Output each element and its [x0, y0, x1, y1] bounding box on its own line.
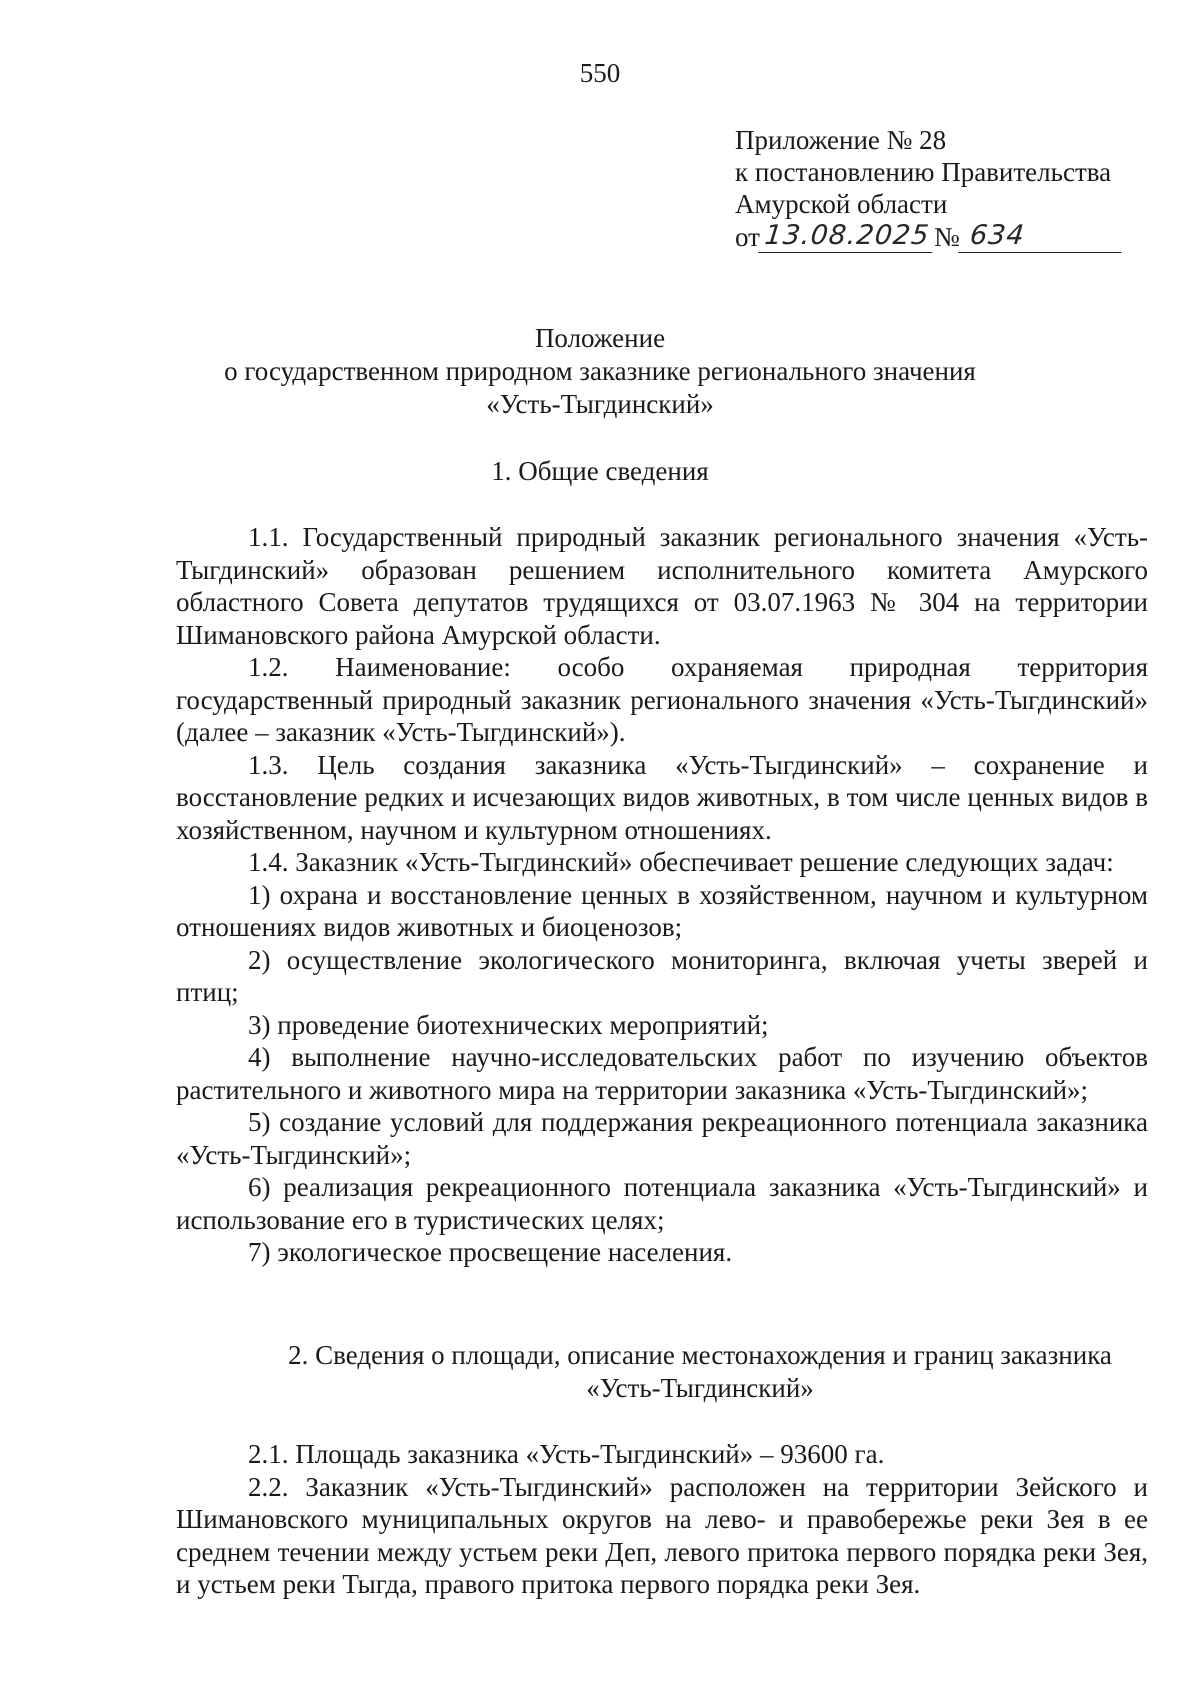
task-item-3: 3) проведение биотехнических мероприятий;: [248, 1009, 769, 1040]
paragraph-1-2: 1.2. Наименование: особо охраняемая природная территория государственный природный заказник регионального значения «Усть-Тыгдинский» (далее – заказник «Усть-Тыгдинский»).: [176, 652, 1148, 747]
section-1-heading: 1. Общие сведения: [491, 456, 709, 486]
date-prefix: от: [735, 222, 760, 252]
appendix-region: Амурской области: [735, 189, 948, 219]
appendix-number: Приложение № 28: [735, 125, 947, 155]
appendix-reference: к постановлению Правительства: [735, 157, 1112, 187]
paragraph-1-3: 1.3. Цель создания заказника «Усть-Тыгдинский» – сохранение и восстановление редких и исчезающих видов животных, в том числе ценных видов в хозяйственном, научном и культурном отношениях.: [176, 749, 1148, 845]
task-item-1: 1) охрана и восстановление ценных в хозяйственном, научном и культурном отношениях видов животных и биоценозов;: [176, 879, 1148, 942]
document-title: [0, 322, 1200, 421]
title-line-3: «Усть-Тыгдинский»: [486, 389, 714, 419]
task-item-5: 5) создание условий для поддержания рекреационного потенциала заказника «Усть-Тыгдинский»;: [176, 1107, 1148, 1170]
section-2-heading: [240, 1339, 1160, 1405]
handwritten-date: 13.08.2025: [758, 220, 935, 253]
number-prefix: №: [933, 222, 960, 252]
title-line-1: Положение: [534, 323, 666, 353]
page-number: 550: [579, 58, 621, 88]
task-item-2: 2) осуществление экологического мониторинга, включая учеты зверей и птиц;: [176, 944, 1148, 1007]
section-1-body: [176, 521, 1148, 1269]
section-2-body: [176, 1438, 1148, 1601]
section-2-heading-line-2: «Усть-Тыгдинский»: [586, 1373, 814, 1403]
paragraph-1-1: 1.1. Государственный природный заказник регионального значения «Усть-Тыгдинский» образован решением исполнительного комитета Амурского областного Совета депутатов трудящихся от 03.07.1963 № 304 на территории Шимановского района Амурской области.: [176, 522, 1148, 650]
title-line-2: о государственном природном заказнике регионального значения: [224, 356, 976, 386]
task-item-6: 6) реализация рекреационного потенциала заказника «Усть-Тыгдинский» и использование его в туристических целях;: [176, 1172, 1148, 1235]
paragraph-2-1: 2.1. Площадь заказника «Усть-Тыгдинский» – 93600 га.: [248, 1439, 885, 1469]
appendix-date-row: [735, 220, 1135, 253]
paragraph-2-2: 2.2. Заказник «Усть-Тыгдинский» расположен на территории Зейского и Шимановского муниципальных округов на лево- и правобережье реки Зея в ее среднем течении между устьем реки Деп, левого притока первого порядка реки Зея, и устьем реки Тыгда, правого притока первого порядка реки Зея.: [176, 1471, 1148, 1599]
paragraph-1-4: 1.4. Заказник «Усть-Тыгдинский» обеспечивает решение следующих задач:: [248, 847, 1114, 877]
handwritten-number: 634: [958, 220, 1124, 253]
appendix-header: [735, 124, 1135, 253]
section-2-heading-line-1: 2. Сведения о площади, описание местонахождения и границ заказника: [288, 1340, 1112, 1370]
task-item-4: 4) выполнение научно-исследовательских работ по изучению объектов растительного и животного мира на территории заказника «Усть-Тыгдинский»;: [176, 1042, 1148, 1105]
task-item-7: 7) экологическое просвещение населения.: [248, 1237, 733, 1267]
